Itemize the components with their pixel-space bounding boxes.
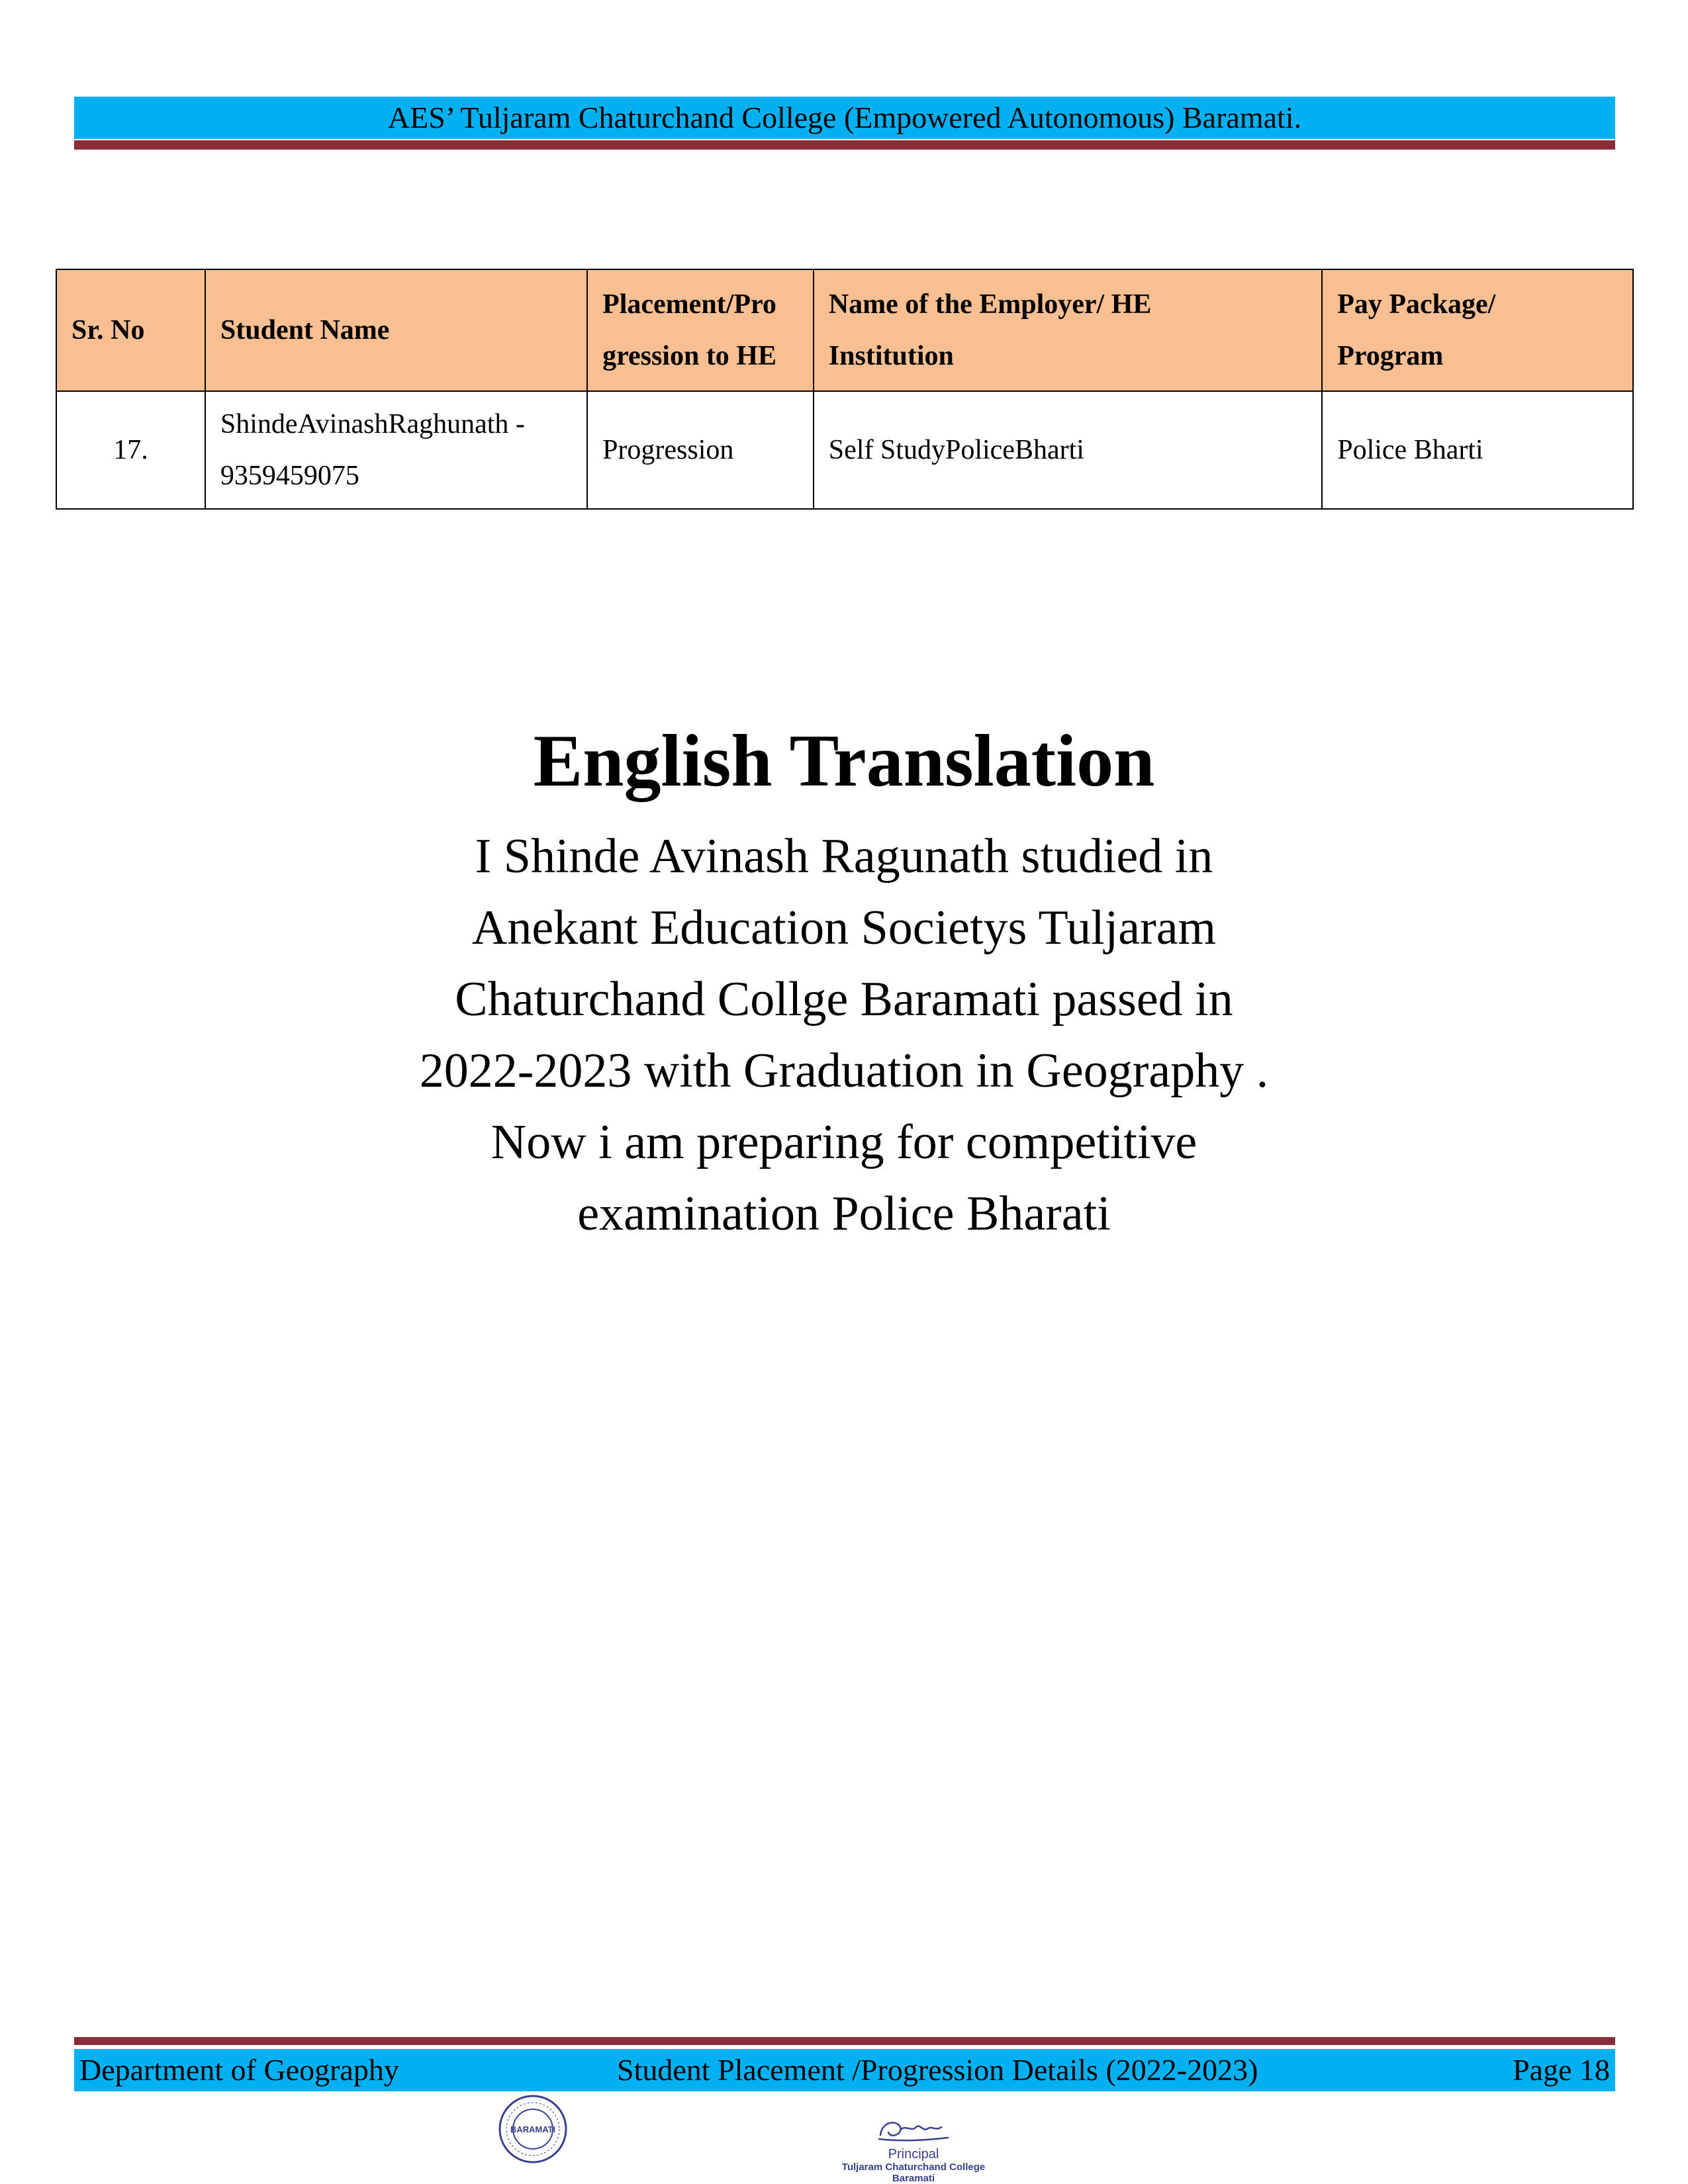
header-pay-line1: Pay Package/ [1337,289,1496,320]
header-pay-package [1322,269,1633,391]
cell-sr-no: 17. [56,391,205,509]
translation-line: Anekant Education Societys Tuljaram [471,901,1217,955]
header-placement [587,269,814,391]
cell-employer: Self StudyPoliceBharti [814,391,1322,509]
translation-line: Now i am preparing for competitive [491,1115,1197,1169]
principal-signature [827,2113,1000,2184]
header-pay-line2: Program [1337,341,1444,371]
translation-section [199,715,1489,1250]
header-employer-line2: Institution [828,341,954,371]
student-phone: 9359459075 [220,461,359,491]
translation-line: Chaturchand Collge Baramati passed in [455,972,1233,1026]
table-header-row [56,269,1633,391]
student-name: ShindeAvinashRaghunath - [220,409,525,439]
translation-heading: English Translation [533,720,1155,802]
college-seal-icon [498,2094,568,2164]
header-sr-no: Sr. No [56,269,205,391]
translation-line: I Shinde Avinash Ragunath studied in [475,829,1213,884]
footer-title: Student Placement /Progression Details (2022-2023) [617,2053,1258,2087]
header-title: AES’ Tuljaram Chaturchand College (Empowered Autonomous) Baramati. [387,101,1302,134]
signature-icon [874,2113,953,2147]
header-placement-line2: gression to HE [602,341,776,371]
header-rule [74,140,1615,150]
cell-pay-package: Police Bharti [1322,391,1633,509]
signature-college: Tuljaram Chaturchand College [841,2161,986,2173]
header-employer [814,269,1322,391]
page-header [74,97,1615,139]
header-student-name: Student Name [205,269,587,391]
header-placement-line1: Placement/Pro [602,289,776,320]
footer-department: Department of Geography [79,2053,399,2087]
signature-role: Principal [888,2147,939,2161]
cell-student-name [205,391,587,509]
footer-page-number: Page 18 [1513,2053,1610,2087]
signature-city: Baramati [892,2173,935,2184]
translation-line: 2022-2023 with Graduation in Geography . [419,1044,1269,1098]
seal-text: BARAMATI [510,2124,556,2134]
translation-line: examination Police Bharati [577,1187,1111,1241]
header-employer-line1: Name of the Employer/ HE [828,289,1152,320]
page-footer [74,2049,1615,2091]
translation-body [199,821,1489,1250]
table-row [56,391,1633,509]
footer-rule [74,2037,1615,2045]
placement-table [56,269,1634,510]
cell-placement: Progression [587,391,814,509]
